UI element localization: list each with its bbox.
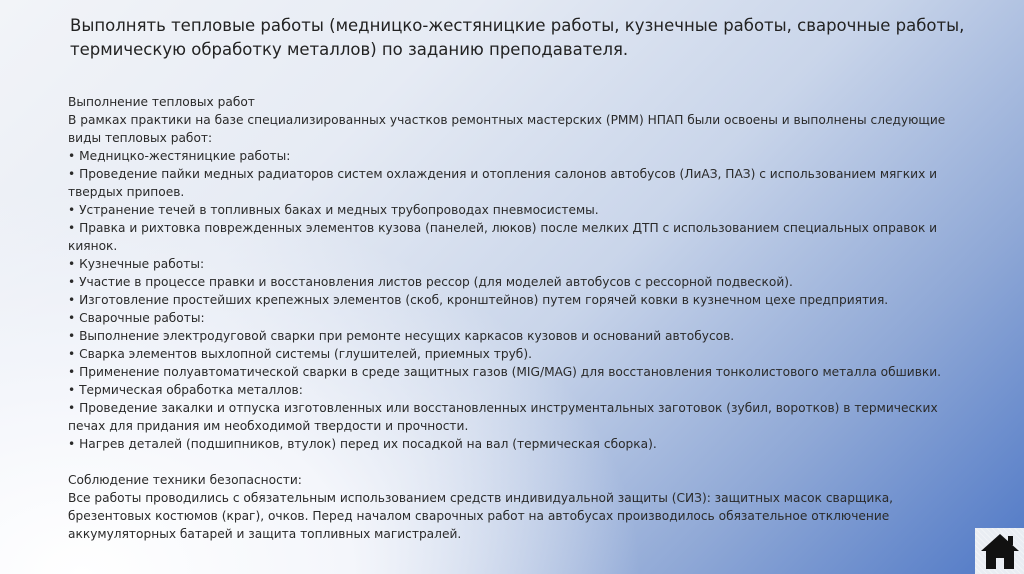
list-item: • Сварочные работы: <box>68 311 205 325</box>
slide-title: Выполнять тепловые работы (медницко-жестяницкие работы, кузнечные работы, сварочные работы, термическую обработку металлов) по заданию преподавателя. <box>70 16 965 59</box>
slide-content <box>68 93 968 543</box>
safety-paragraph: Все работы проводились с обязательным использованием средств индивидуальной защиты (СИЗ): защитных масок сварщика, брезентовых костюмов (краг), очков. Перед началом сварочных работ на автобусах производилось обязательное отключение аккумуляторных батарей и защита топливных магистралей. <box>68 491 894 541</box>
list-item: • Термическая обработка металлов: <box>68 383 303 397</box>
home-button[interactable] <box>975 528 1024 574</box>
list-item: • Проведение пайки медных радиаторов систем охлаждения и отопления салонов автобусов (ЛиАЗ, ПАЗ) с использованием мягких и твердых припоев. <box>68 167 938 199</box>
list-item: • Устранение течей в топливных баках и медных трубопроводах пневмосистемы. <box>68 203 599 217</box>
list-item: • Проведение закалки и отпуска изготовленных или восстановленных инструментальных заготовок (зубил, воротков) в термических печах для придания им необходимой твердости и прочности. <box>68 401 938 433</box>
section-spacer <box>68 453 968 471</box>
section-heading-thermal-works: Выполнение тепловых работ <box>68 95 255 109</box>
list-item: • Сварка элементов выхлопной системы (глушителей, приемных труб). <box>68 347 532 361</box>
intro-paragraph: В рамках практики на базе специализированных участков ремонтных мастерских (РММ) НПАП были освоены и выполнены следующие виды тепловых работ: <box>68 113 946 145</box>
list-item: • Медницко-жестяницкие работы: <box>68 149 291 163</box>
list-item: • Применение полуавтоматической сварки в среде защитных газов (MIG/MAG) для восстановления тонколистового металла обшивки. <box>68 365 942 379</box>
list-item: • Выполнение электродуговой сварки при ремонте несущих каркасов кузовов и оснований автобусов. <box>68 329 735 343</box>
list-item: • Кузнечные работы: <box>68 257 205 271</box>
list-item: • Участие в процессе правки и восстановления листов рессор (для моделей автобусов с рессорной подвеской). <box>68 275 793 289</box>
home-icon <box>979 531 1021 571</box>
list-item: • Изготовление простейших крепежных элементов (скоб, кронштейнов) путем горячей ковки в кузнечном цехе предприятия. <box>68 293 889 307</box>
list-item: • Правка и рихтовка поврежденных элементов кузова (панелей, люков) после мелких ДТП с использованием специальных оправок и киянок. <box>68 221 938 253</box>
section-heading-safety: Соблюдение техники безопасности: <box>68 473 302 487</box>
list-item: • Нагрев деталей (подшипников, втулок) перед их посадкой на вал (термическая сборка). <box>68 437 657 451</box>
